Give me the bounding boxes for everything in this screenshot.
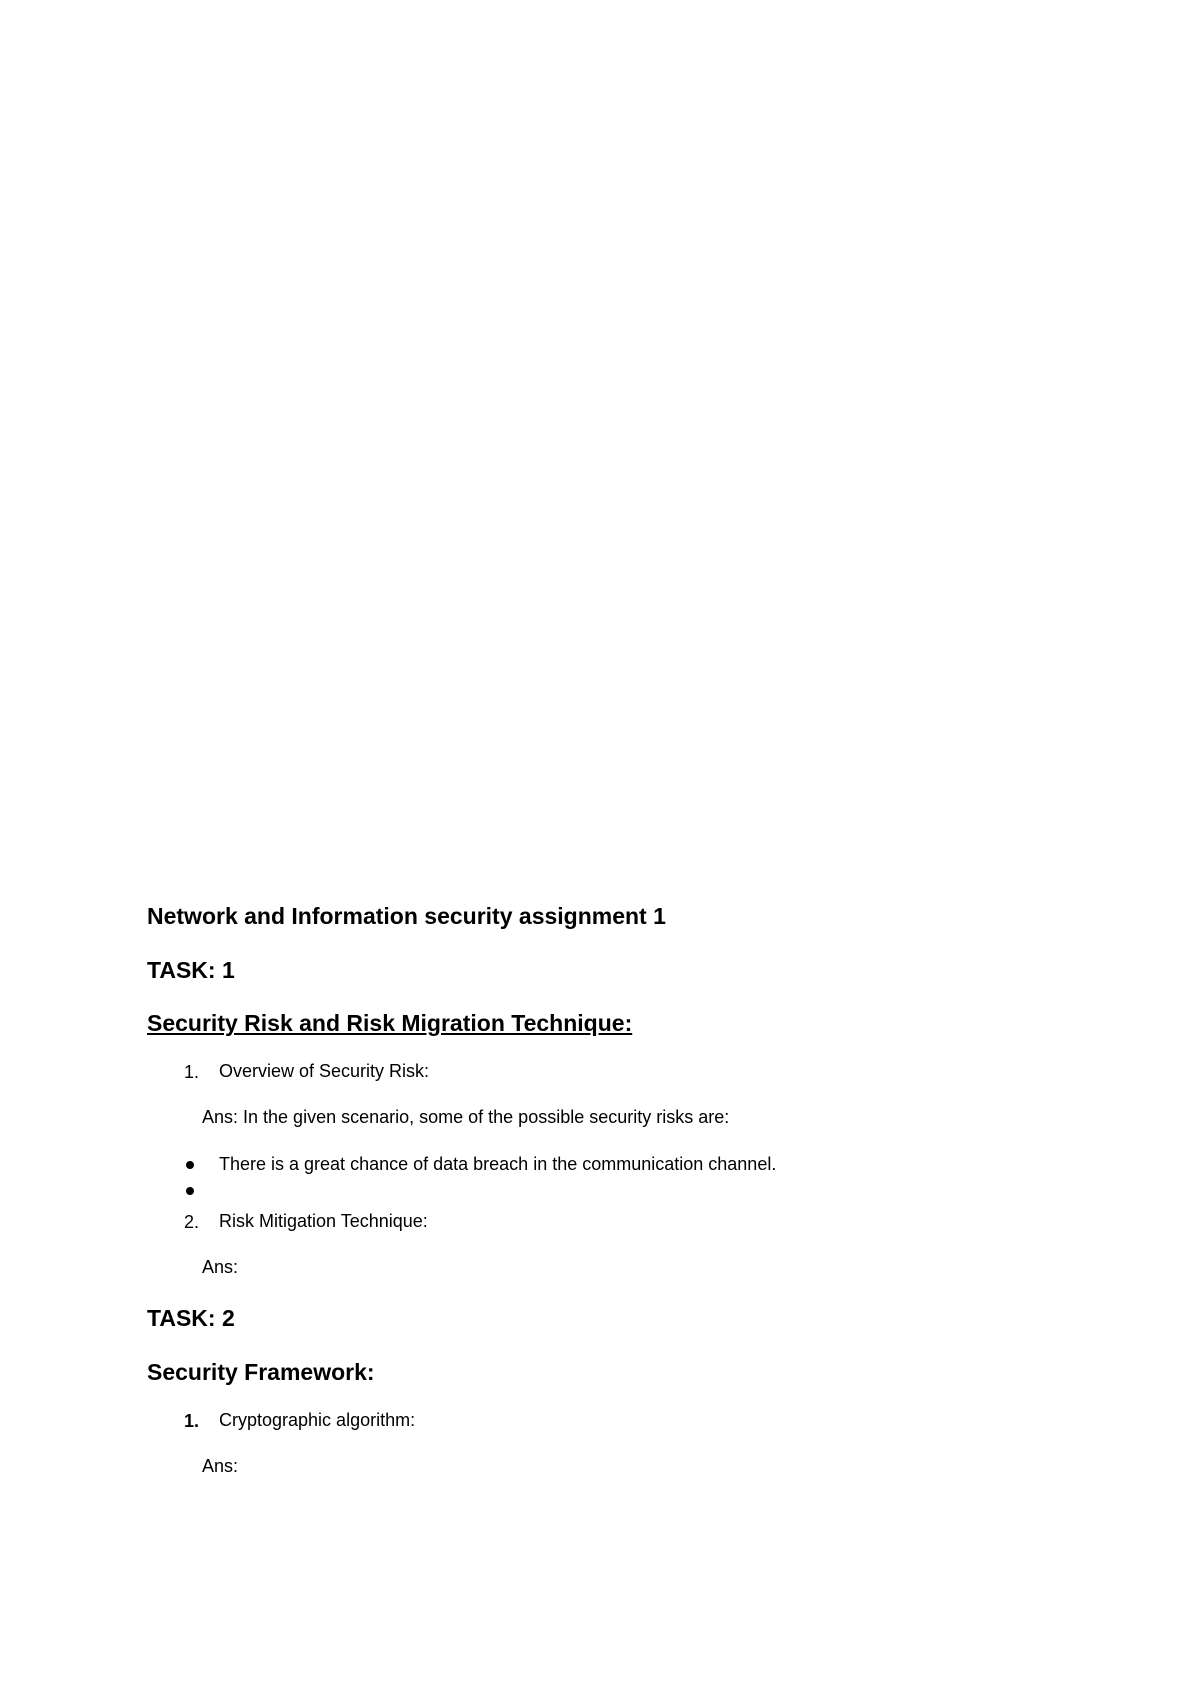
bullet-icon [186, 1161, 194, 1169]
list-number: 1. [184, 1062, 200, 1082]
task-1-heading: TASK: 1 [147, 957, 235, 983]
bullet-icon [186, 1187, 194, 1195]
document-title: Network and Information security assignment 1 [147, 903, 666, 929]
list-number: 1. [184, 1411, 200, 1431]
list-item-overview-security-risk: Overview of Security Risk: [219, 1061, 430, 1081]
list-number: 2. [184, 1212, 200, 1232]
section-heading-security-risk: Security Risk and Risk Migration Technique: [147, 1010, 633, 1036]
answer-text: Ans: [202, 1257, 239, 1277]
section-heading-security-framework: Security Framework: [147, 1359, 375, 1385]
task-2-heading: TASK: 2 [147, 1305, 235, 1331]
answer-text: Ans: In the given scenario, some of the possible security risks are: [202, 1107, 730, 1127]
bullet-item: There is a great chance of data breach in the communication channel. [219, 1154, 777, 1174]
answer-text: Ans: [202, 1456, 239, 1476]
list-item-cryptographic-algorithm: Cryptographic algorithm: [219, 1410, 416, 1430]
list-item-risk-mitigation: Risk Mitigation Technique: [219, 1211, 428, 1231]
